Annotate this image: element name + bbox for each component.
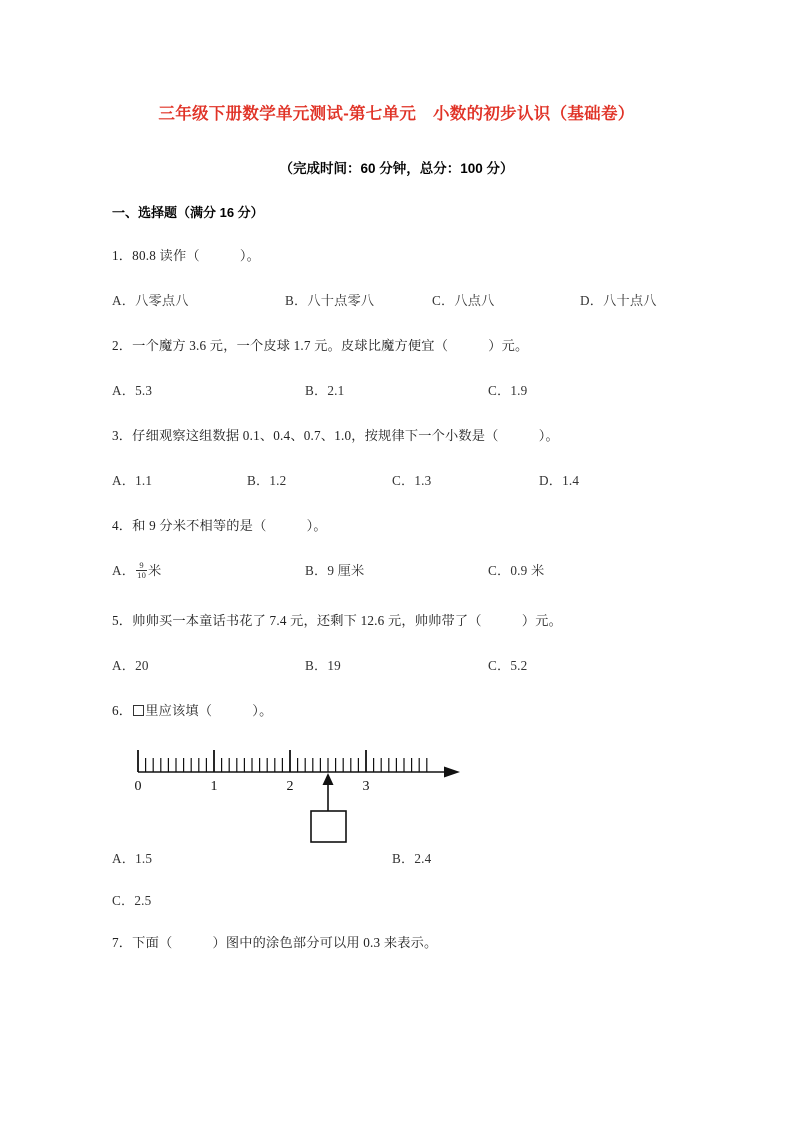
question-6-option-c[interactable]: C．2.5	[112, 893, 152, 908]
question-3-option-b[interactable]: B．1.2	[247, 473, 287, 488]
question-3-option-c[interactable]: C．1.3	[392, 473, 432, 488]
question-1-option-d[interactable]: D．八十点八	[580, 293, 657, 308]
question-2-option-a[interactable]: A．5.3	[112, 383, 153, 398]
question-4-option-c[interactable]: C．0.9 米	[488, 563, 545, 578]
question-2-option-c[interactable]: C．1.9	[488, 383, 528, 398]
exam-info-subtitle: （完成时间：60 分钟，总分：100 分）	[279, 161, 514, 176]
question-2-stem: 2．一个魔方 3.6 元，一个皮球 1.7 元。皮球比魔方便宜（ ）元。	[112, 338, 529, 353]
pointer-arrow-head-icon	[323, 773, 334, 785]
fraction-denominator: 10	[137, 569, 147, 580]
question-4-option-b[interactable]: B．9 厘米	[305, 563, 365, 578]
question-6-options-row-2	[112, 890, 712, 912]
question-3-options	[112, 470, 712, 492]
section-heading-multiple-choice: 一、选择题（满分 16 分）	[112, 205, 264, 220]
axis-label-3: 3	[362, 779, 370, 794]
question-1-stem: 1．80.8 读作（ ）。	[112, 248, 261, 263]
minor-ticks-group	[146, 758, 427, 772]
question-5-options	[112, 655, 712, 677]
number-line-figure	[130, 742, 470, 852]
page-title: 三年级下册数学单元测试-第七单元 小数的初步认识（基础卷）	[158, 105, 635, 123]
question-6-options-row-1	[112, 848, 712, 870]
question-3-stem: 3．仔细观察这组数据 0.1、0.4、0.7、1.0，按规律下一个小数是（ ）。	[112, 428, 559, 443]
question-4-option-a-unit: 米	[148, 563, 162, 578]
question-6-stem-prefix: 6．	[112, 703, 133, 718]
fraction-numerator: 9	[139, 560, 144, 571]
question-5-option-b[interactable]: B．19	[305, 658, 341, 673]
question-1-option-c[interactable]: C．八点八	[432, 293, 495, 308]
question-4-option-a[interactable]	[112, 560, 161, 580]
question-3-option-d[interactable]: D．1.4	[539, 473, 580, 488]
question-4-option-a-label: A．	[112, 563, 136, 578]
number-line-svg	[130, 742, 470, 852]
question-5-option-a[interactable]: A．20	[112, 658, 149, 673]
question-6-option-b[interactable]: B．2.4	[392, 851, 432, 866]
question-4-stem: 4．和 9 分米不相等的是（ ）。	[112, 518, 327, 533]
answer-box[interactable]	[311, 811, 346, 842]
question-2-options	[112, 380, 712, 402]
question-5-stem: 5．帅帅买一本童话书花了 7.4 元，还剩下 12.6 元，帅帅带了（ ）元。	[112, 613, 562, 628]
question-1-option-b[interactable]: B．八十点零八	[285, 293, 375, 308]
fraction-nine-tenths	[136, 561, 147, 579]
question-1-option-a[interactable]: A．八零点八	[112, 293, 189, 308]
question-4-options	[112, 560, 712, 582]
question-1-options	[112, 290, 712, 312]
question-7-stem: 7．下面（ ）图中的涂色部分可以用 0.3 来表示。	[112, 935, 438, 950]
question-5-option-c[interactable]: C．5.2	[488, 658, 528, 673]
empty-box-icon	[133, 705, 144, 716]
question-6-stem	[112, 700, 272, 719]
question-6-option-a[interactable]: A．1.5	[112, 851, 153, 866]
axis-label-1: 1	[210, 779, 218, 794]
axis-arrow-head-icon	[444, 767, 460, 778]
question-2-option-b[interactable]: B．2.1	[305, 383, 345, 398]
axis-label-2: 2	[286, 779, 294, 794]
question-6-stem-suffix: 里应该填（ ）。	[145, 703, 273, 718]
axis-label-0: 0	[134, 779, 142, 794]
question-3-option-a[interactable]: A．1.1	[112, 473, 153, 488]
